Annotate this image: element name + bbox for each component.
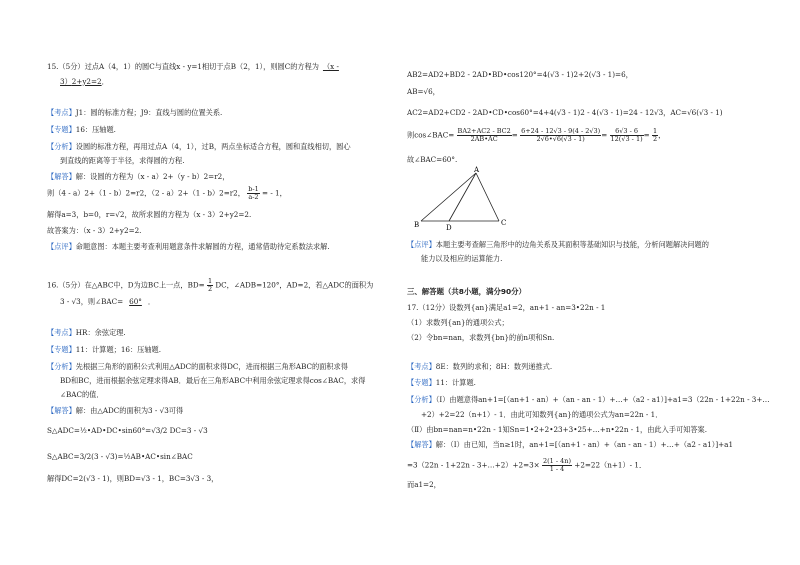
label-A: A [474, 166, 480, 174]
fraction: $\frac{b-1}{a-2}$ [248, 185, 259, 202]
q17-part-2: （2）令bn=nan，求数列{bn}的前n项和Sn. [407, 333, 555, 342]
q16-kaodian: 【考点】HR：余弦定理. [47, 328, 126, 337]
q17-fenxi-3: （Ⅱ）由bn=nan=n•22n - 1知Sn=1•2+2•23+3•25+…+n•22n - 1，由此入手可知答案. [407, 425, 708, 434]
q17-zhuanti: 【专题】11：计算题. [407, 378, 476, 387]
q15-kaodian: 【考点】J1：圆的标准方程；J9：直线与圆的位置关系. [47, 108, 223, 117]
r-line-5: 故∠BAC=60°. [407, 155, 458, 164]
fraction: $\frac{1}{2}$ [652, 127, 658, 144]
fraction: $\frac{6√3 - 6}{12(√3 - 1)}$ [610, 127, 643, 144]
q16-fenxi-3: ∠BAC的值． [60, 390, 104, 399]
r-line-2: AB=√6， [407, 87, 440, 96]
q16-jieda: 【解答】解：由△ADC的面积为3 - √3可得 [47, 406, 184, 415]
fraction: $\frac{2(1 - 4n)}{1 - 4}$ [543, 457, 571, 474]
q15-jieda-4: 故答案为：（x - 3）2+y2=2. [47, 226, 142, 235]
q16-eq-3: 解得DC=2(√3 - 1)，则BD=√3 - 1，BC=3√3 - 3， [47, 474, 219, 483]
q17-fenxi-2: +2）+2=22（n+1）- 1．由此可知数列{an}的通项公式为an=22n - 1． [421, 410, 663, 419]
q17-fenxi: 【分析】（Ⅰ）由题意得an+1=[（an+1 - an）+（an - an - 1）+…+（a2 - a1）]+a1=3（22n - 1+22n - 3+… [407, 395, 770, 404]
q16-eq-2: S△ABC=3/2(3 - √3)=½AB•AC•sin∠BAC [47, 452, 193, 461]
q15-fenxi-2: 到直线的距离等于半径，求得圆的方程. [60, 156, 185, 165]
q15-fenxi: 【分析】设圆的标准方程，再用过点A（4，1），过B，两点坐标适合方程，圆和直线相切，圆心 [47, 142, 351, 151]
q15-jieda: 【解答】解：设圆的方程为（x - a）2+（y - b）2=r2， [47, 172, 230, 181]
q15-jieda-2: 则（4 - a）2+（1 - b）2=r2，（2 - a）2+（1 - b）2=r2， $\frac{b-1}{a-2}$ = - 1， [47, 185, 287, 202]
q16-eq-1: S△ADC=½•AD•DC•sin60°=√3/2 DC=3 - √3 [47, 426, 208, 435]
q15-zhuanti: 【专题】16：压轴题. [47, 125, 116, 134]
r-line-4: 则cos∠BAC= $\frac{BA2+AC2 - BC2}{2AB•AC}$ = $\frac{6+24 - 12√3 - 9(4 - 2√3)}{2√6•√6(√3 - 1)}$ = $\frac{6√3 - 6}{12(√3 - 1)}$ = $\frac{1}{2}$ ， [407, 127, 666, 144]
fraction: $\frac{6+24 - 12√3 - 9(4 - 2√3)}{2√6•√6(√3 - 1)}$ [521, 127, 601, 144]
q17-part-1: （1）求数列{an}的通项公式； [407, 318, 509, 327]
q16-zhuanti: 【专题】11：计算题；16：压轴题. [47, 345, 162, 354]
label-B: B [414, 221, 420, 229]
triangle-diagram [405, 165, 515, 235]
q16-fenxi-2: BD和BC，进而根据余弦定理求得AB．最后在三角形ABC中利用余弦定理求得cos∠BAC，求得 [60, 376, 366, 385]
r-dianping: 【点评】本题主要考查解三角形中的边角关系及其面积等基础知识与技能，分析问题解决问题的 [407, 240, 709, 249]
q15-answer: 3）2+y2=2． [60, 77, 109, 86]
r-line-1: AB2=AD2+BD2 - 2AD•BD•cos120°=4(√3 - 1)2+2(√3 - 1)=6， [407, 70, 633, 79]
q17-jieda: 【解答】解：（Ⅰ）由已知，当n≥1时，an+1=[（an+1 - an）+（an - an - 1）+…+（a2 - a1）]+a1 [407, 440, 734, 449]
r-line-3: AC2=AD2+CD2 - 2AD•CD•cos60°=4+4(√3 - 1)2 - 4(√3 - 1)=24 - 12√3，AC=√6(√3 - 1) [407, 108, 723, 117]
fraction: $\frac{BA2+AC2 - BC2}{2AB•AC}$ [457, 127, 511, 144]
section-heading: 三、解答题（共8小题，满分90分） [407, 287, 526, 296]
q17-jieda-2: =3（22n - 1+22n - 3+…+2）+2=3× $\frac{2(1 - 4n)}{1 - 4}$ +2=22（n+1）- 1． [407, 457, 647, 474]
q17-jieda-3: 而a1=2， [407, 480, 441, 489]
q16-stem: 16.（5分）在△ABC中，D为边BC上一点，BD= $\frac{1}{2}$ DC，∠ADB=120°，AD=2，若△ADC的面积为 [47, 277, 374, 294]
label-C: C [501, 219, 507, 227]
fraction: $\frac{1}{2}$ [207, 277, 213, 294]
r-dianping-2: 能力以及相应的运算能力. [421, 254, 503, 263]
q15-jieda-3: 解得a=3，b=0，r=√2，故所求圆的方程为（x - 3）2+y2=2. [47, 210, 252, 219]
q16-stem-2: 3 - √3，则∠BAC= 60° ． [60, 297, 156, 306]
q17-kaodian: 【考点】8E：数列的求和；8H：数列递推式. [407, 362, 553, 371]
q17-stem: 17.（12分）设数列{an}满足a1=2，an+1 - an=3•22n - 1 [407, 303, 606, 312]
q16-fenxi: 【分析】先根据三角形的面积公式利用△ADC的面积求得DC，进而根据三角形ABC的面积求得 [47, 362, 348, 371]
q15-dianping: 【点评】命题意图：本题主要考查利用题意条件求解圆的方程，通常借助待定系数法求解. [47, 242, 330, 251]
label-D: D [446, 224, 452, 232]
q15-stem: 15.（5分）过点A（4，1）的圆C与直线x - y=1相切于点B（2，1），则圆C的方程为 （x - [47, 62, 339, 71]
